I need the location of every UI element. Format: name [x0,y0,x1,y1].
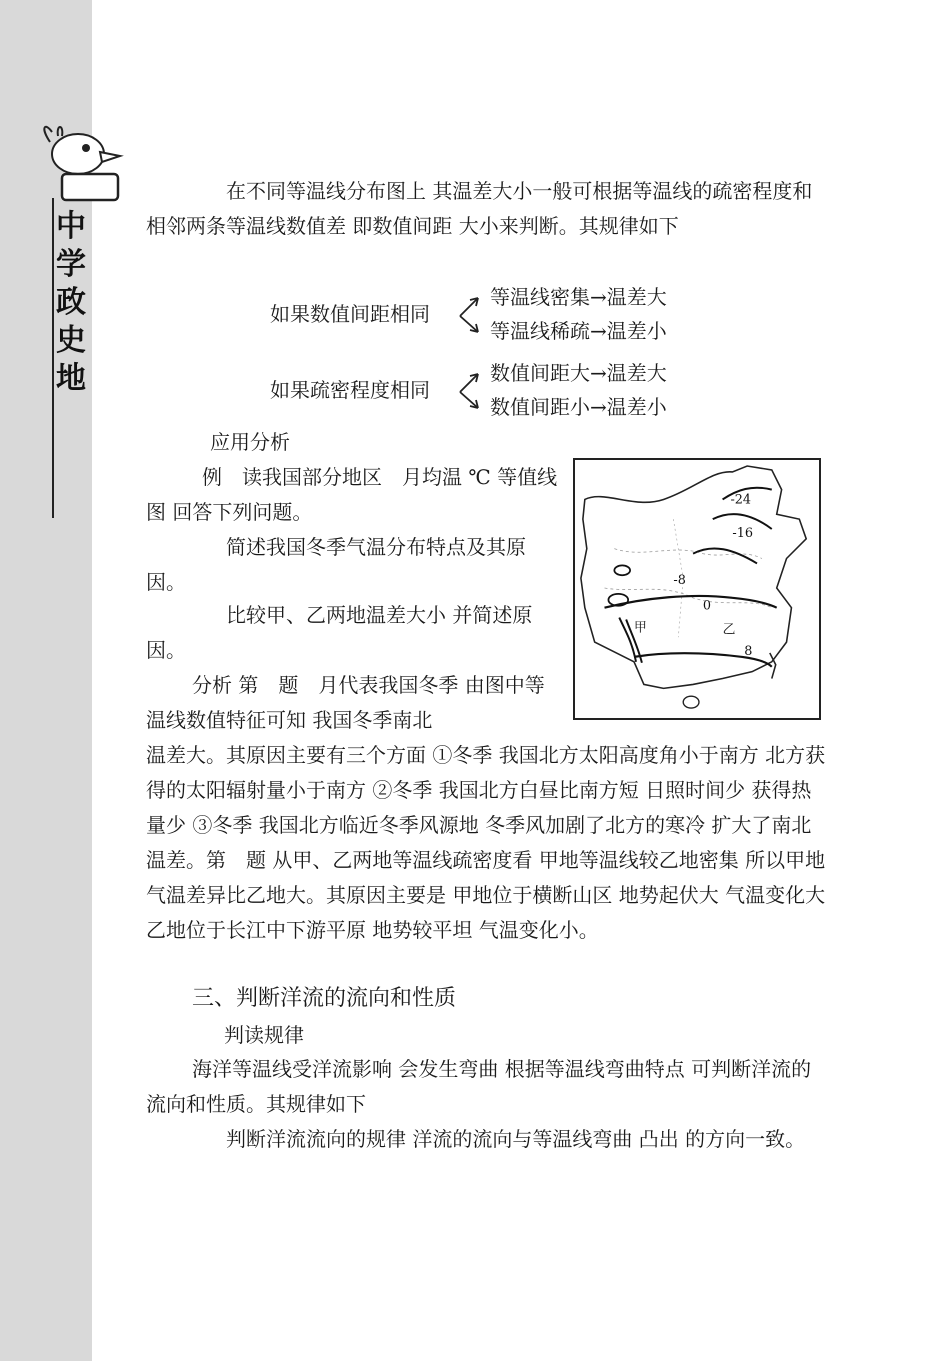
rule-block-spacing [0,280,950,350]
rule-outcome: 数值间距大→温差大 [490,361,667,385]
brand-char: 中 [56,209,86,244]
section-subheading: 应用分析 [210,430,290,454]
isotherm-label: 0 [702,598,712,614]
rule-label: 如果数值间距相同 [270,302,430,326]
brand-char: 学 [56,247,86,282]
rule-label: 如果疏密程度相同 [270,378,430,402]
rule-outcome: 等温线密集→温差大 [490,285,667,309]
sidebar [0,0,92,1361]
region-label: 甲 [634,620,647,636]
section-paragraph: 海洋等温线受洋流影响 会发生弯曲 根据等温线弯曲特点 可判断洋流的流向和性质。其规律如下 [146,1057,812,1116]
brand-char: 地 [56,361,86,396]
region-label: 乙 [722,622,736,638]
hainan-island [683,696,699,708]
analysis-paragraph: 温差大。其原因主要有三个方面 ①冬季 我国北方太阳高度角小于南方 北方获得的太阳辐射量小于南方 ②冬季 我国北方白昼比南方短 日照时间少 获得热量少 ③冬季 我国北方临近冬季风源地 冬季风加剧了北方的寒冷 扩大了南北温差。第 题 从甲、乙两地等温线疏密度看 甲地等温线较乙地密集 所以甲地气温差异比乙地大。其原因主要是 甲地位于横断山区 地势起伏大 气温变化大 乙地位于长江中下游平原 地势较平坦 气温变化小。 [146,743,826,942]
isotherm-label: -16 [732,525,754,541]
country-outline [581,466,806,688]
china-isotherm-map [575,460,819,718]
isotherm-label: 8 [744,643,753,659]
question-paragraph: 简述我国冬季气温分布特点及其原因。 [146,535,526,594]
section-heading: 三、判断洋流的流向和性质 [192,986,457,1011]
example-paragraph: 例 读我国部分地区 月均温 ℃ 等值线图 回答下列问题。 [146,465,558,524]
brand-char: 史 [56,323,86,358]
rule-block-density [0,356,950,426]
mascot-bird-icon [30,122,126,202]
branch-arrow-icon [456,288,486,340]
isotherm-map-figure [573,458,821,720]
rule-outcome: 等温线稀疏→温差小 [490,319,667,343]
isotherm-label: -24 [730,492,752,508]
section-subheading: 判读规律 [224,1023,304,1047]
section-paragraph: 判断洋流流向的规律 洋流的流向与等温线弯曲 凸出 的方向一致。 [226,1127,806,1151]
rule-outcome: 数值间距小→温差小 [490,395,667,419]
isotherm-label: -8 [673,573,686,589]
brand-char: 政 [56,285,86,320]
branch-arrow-icon [456,364,486,416]
intro-paragraph: 在不同等温线分布图上 其温差大小一般可根据等温线的疏密程度和相邻两条等温线数值差 即数值间距 大小来判断。其规律如下 [146,179,813,238]
question-paragraph: 比较甲、乙两地温差大小 并简述原因。 [146,603,533,662]
analysis-paragraph: 分析 第 题 月代表我国冬季 由图中等温线数值特征可知 我国冬季南北 [146,673,545,732]
